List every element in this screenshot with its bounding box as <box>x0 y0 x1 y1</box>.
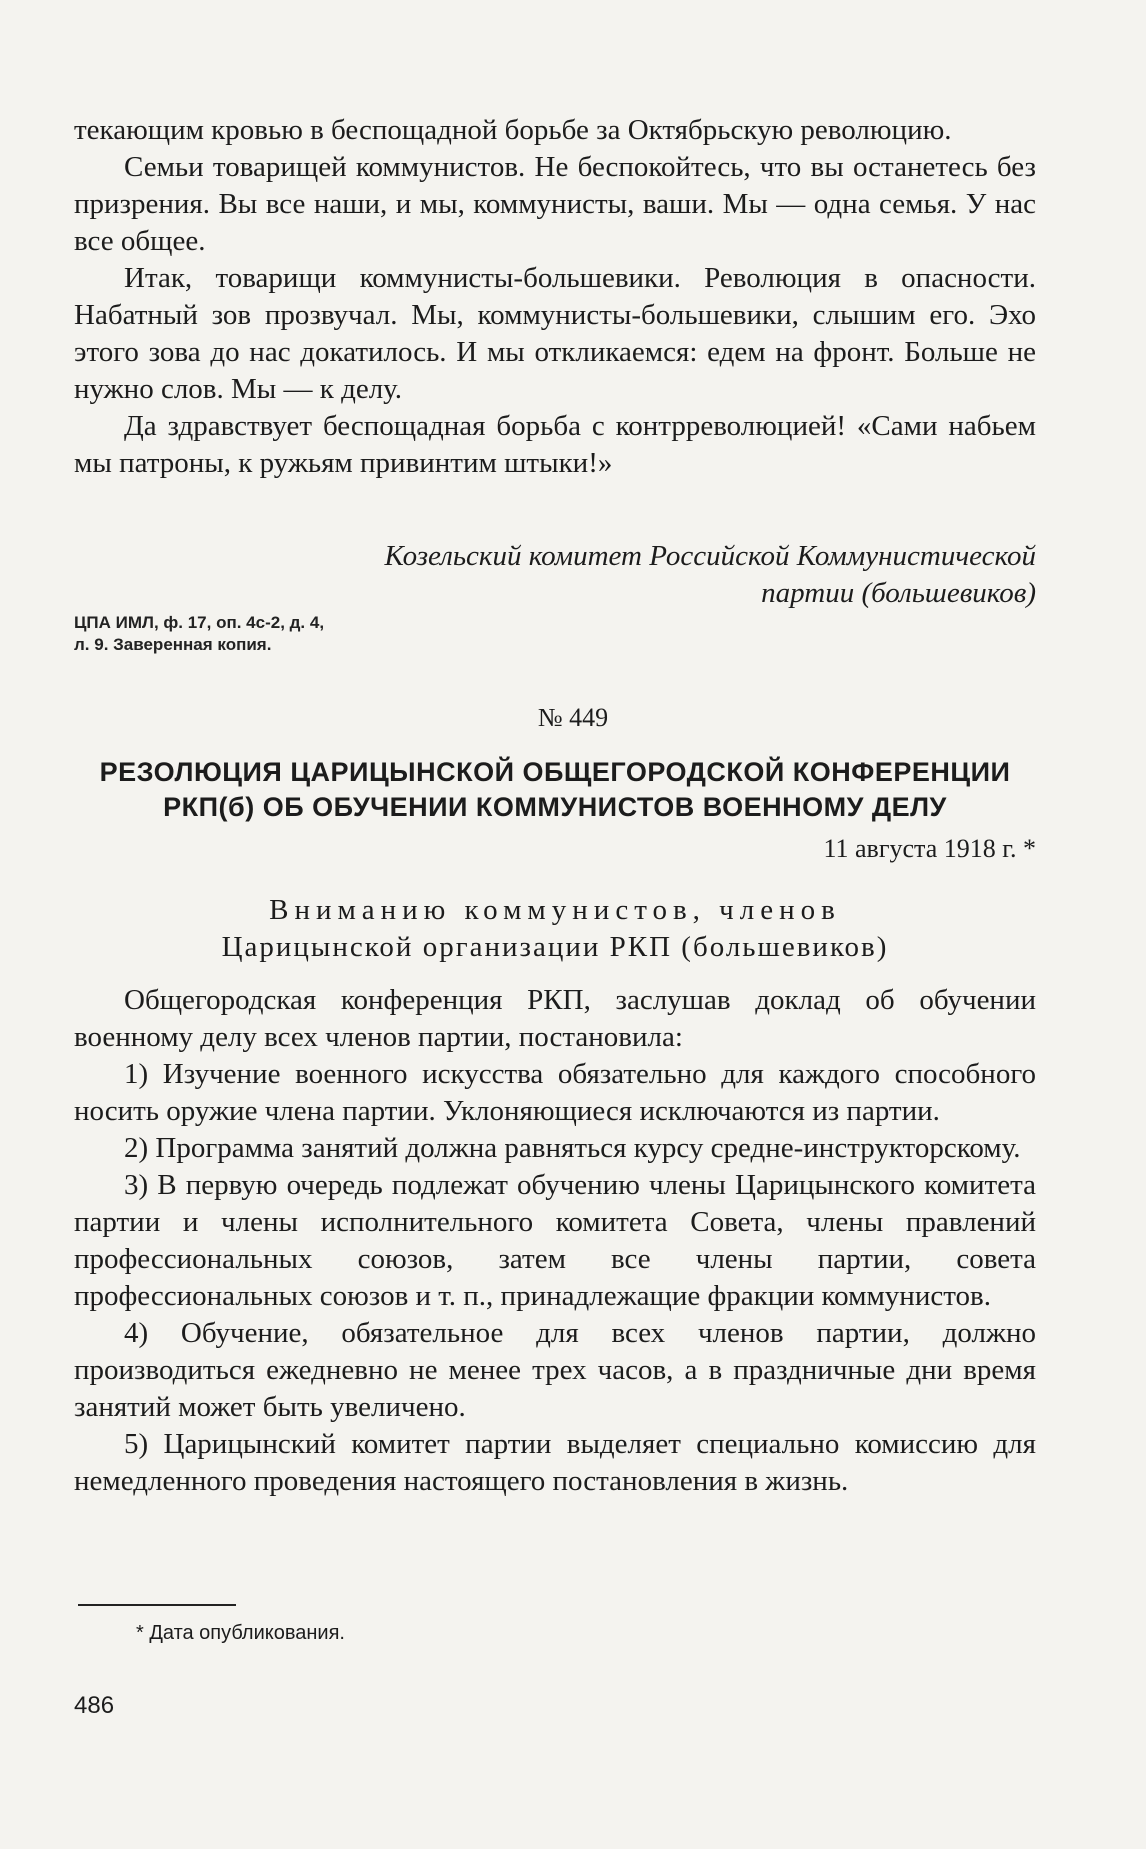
heading-line: Царицынской организации РКП (большевиков) <box>221 931 889 963</box>
footnote: * Дата опубликования. <box>136 1622 345 1644</box>
paragraph: Итак, товарищи коммунисты-большевики. Революция в опасности. Набатный зов прозвучал. Мы, коммунисты-большевики, слышим его. Эхо этого зова до нас докатилось. И мы откликаемся: едем на фронт. Больше не нужно слов. Мы — к делу. <box>74 262 1036 405</box>
paragraph: Да здравствует беспощадная борьба с контрреволюцией! «Сами набьем мы патроны, к ружьям привинтим штыки!» <box>74 410 1036 479</box>
title-line: РКП(б) ОБ ОБУЧЕНИИ КОММУНИСТОВ ВОЕННОМУ ДЕЛУ <box>163 792 947 822</box>
signature <box>176 538 1036 612</box>
source-line: л. 9. Заверенная копия. <box>74 635 272 654</box>
document-date: 11 августа 1918 г. * <box>823 834 1036 863</box>
paragraph: 1) Изучение военного искусства обязательно для каждого способного носить оружие члена партии. Уклоняющиеся исключаются из партии. <box>74 1058 1036 1127</box>
signature-line: Козельский комитет Российской Коммунистической <box>384 540 1036 572</box>
archive-source <box>74 612 574 656</box>
document-number: № 449 <box>537 703 609 732</box>
document-title <box>74 755 1036 825</box>
paragraph: текающим кровью в беспощадной борьбе за Октябрьскую революцию. <box>74 114 952 146</box>
body-text-block <box>74 982 1036 1500</box>
top-text-block <box>74 112 1036 482</box>
paragraph: Общегородская конференция РКП, заслушав доклад об обучении военному делу всех членов партии, постановила: <box>74 984 1036 1053</box>
title-line: РЕЗОЛЮЦИЯ ЦАРИЦЫНСКОЙ ОБЩЕГОРОДСКОЙ КОНФЕРЕНЦИИ <box>99 757 1011 787</box>
source-line: ЦПА ИМЛ, ф. 17, оп. 4с-2, д. 4, <box>74 613 325 632</box>
footnote-divider <box>78 1604 236 1606</box>
paragraph: 5) Царицынский комитет партии выделяет специально комиссию для немедленного проведения настоящего постановления в жизнь. <box>74 1428 1036 1497</box>
page-number: 486 <box>74 1692 115 1719</box>
signature-line: партии (большевиков) <box>761 577 1036 609</box>
appeal-heading <box>74 892 1036 966</box>
paragraph: 4) Обучение, обязательное для всех членов партии, должно производиться ежедневно не менее трех часов, а в праздничные дни время занятий может быть увеличено. <box>74 1317 1036 1423</box>
paragraph: 3) В первую очередь подлежат обучению члены Царицынского комитета партии и члены исполнительного комитета Совета, члены правлений профессиональных союзов, затем все члены партии, совета профессиональных союзов и т. п., принадлежащие фракции коммунистов. <box>74 1169 1036 1312</box>
paragraph: 2) Программа занятий должна равняться курсу средне-инструкторскому. <box>124 1132 1021 1164</box>
heading-line: Вниманию коммунистов, членов <box>269 894 841 926</box>
paragraph: Семьи товарищей коммунистов. Не беспокойтесь, что вы останетесь без призрения. Вы все наши, и мы, коммунисты, ваши. Мы — одна семья. У нас все общее. <box>74 151 1036 257</box>
